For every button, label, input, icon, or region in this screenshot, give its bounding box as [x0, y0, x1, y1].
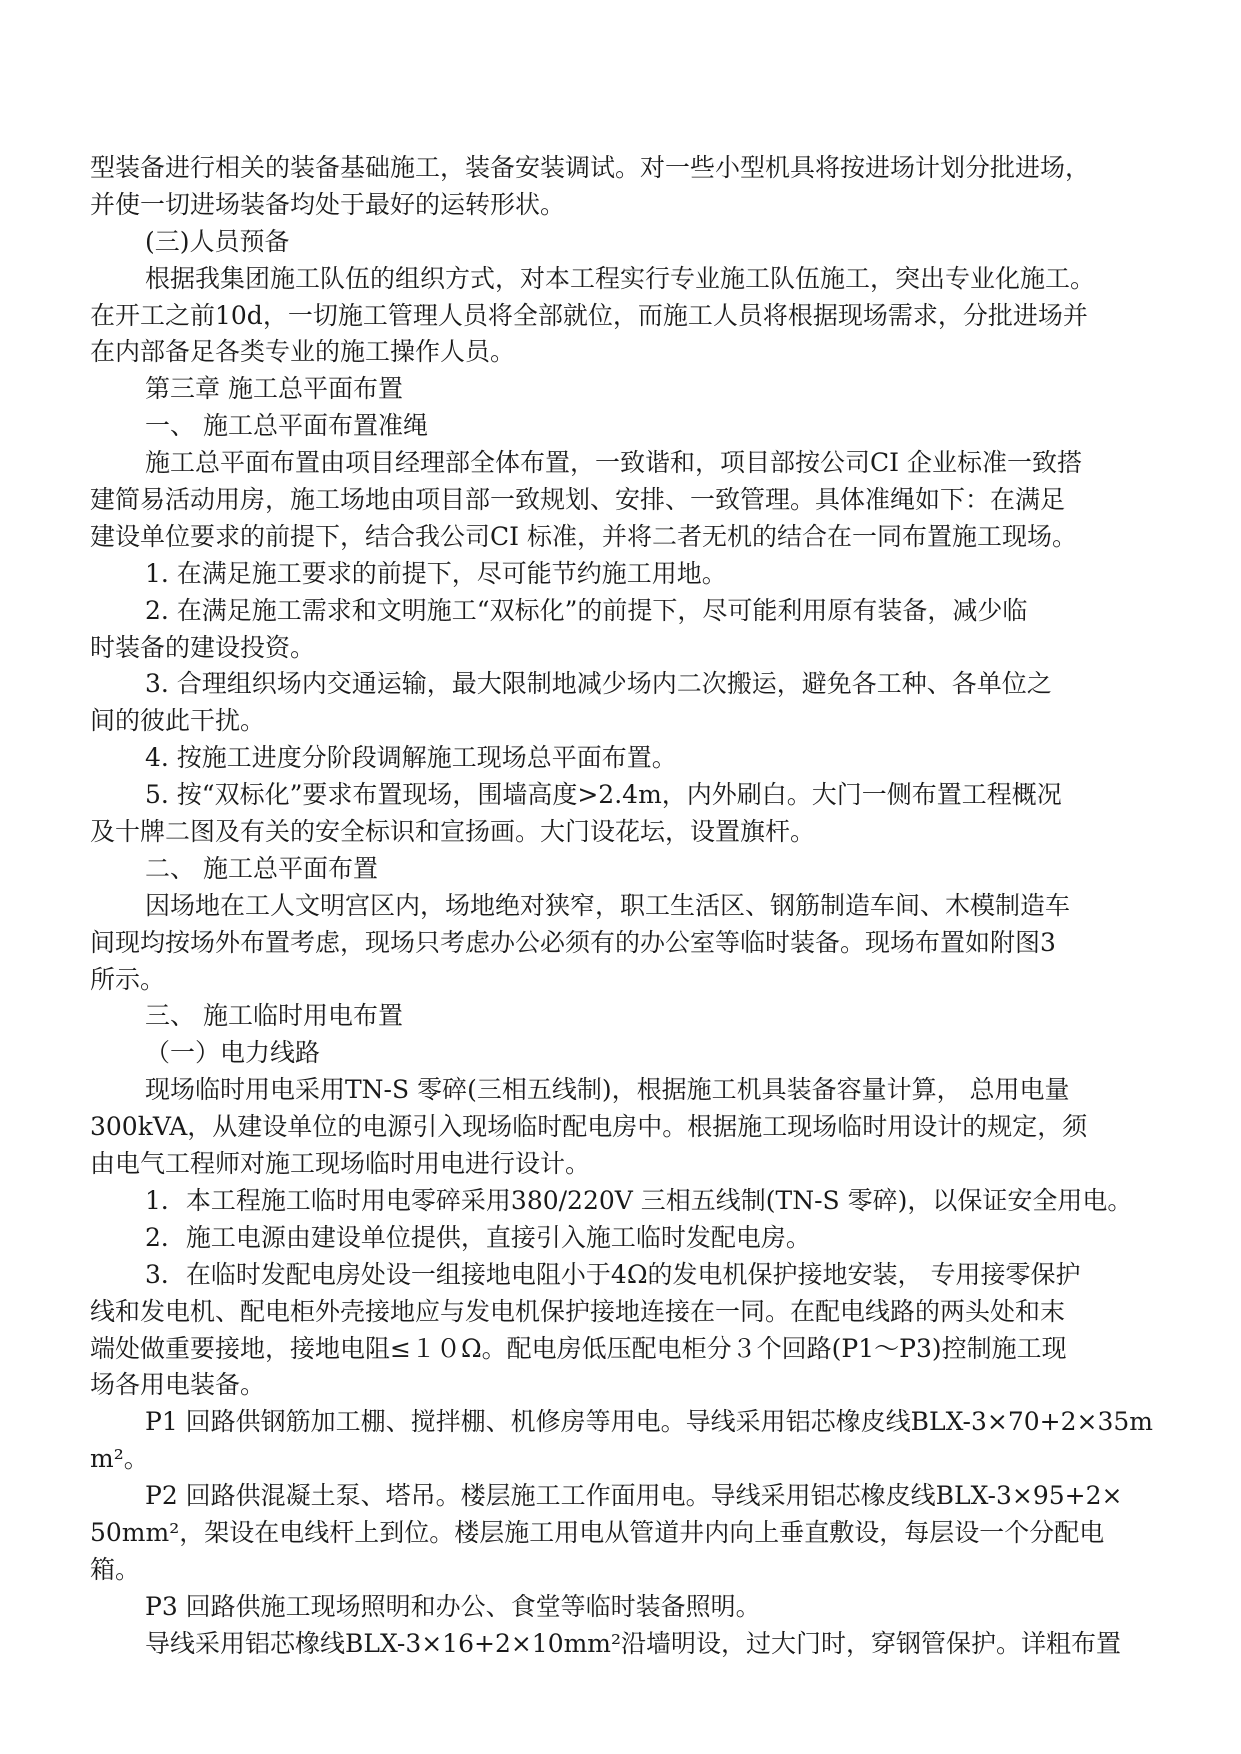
text-line: 2．施工电源由建设单位提供，直接引入施工临时发配电房。	[145, 1222, 811, 1252]
text-line: 第三章 施工总平面布置	[145, 374, 403, 404]
text-line: 时装备的建设投资。	[90, 632, 316, 662]
text-line: 300kVA，从建设单位的电源引入现场临时配电房中。根据施工现场临时用设计的规定，须	[90, 1112, 1088, 1142]
text-line: 在开工之前10d，一切施工管理人员将全部就位，而施工人员将根据现场需求，分批进场并	[90, 300, 1088, 330]
text-line: 3. 合理组织场内交通运输，最大限制地减少场内二次搬运，避免各工种、各单位之	[145, 669, 1052, 699]
text-line: P2 回路供混凝土泵、塔吊。楼层施工工作面用电。导线采用铝芯橡皮线BLX-3×95+2×	[145, 1481, 1123, 1511]
text-line: m²。	[90, 1444, 149, 1474]
text-line: 1. 在满足施工要求的前提下，尽可能节约施工用地。	[145, 558, 727, 588]
text-line: 建设单位要求的前提下，结合我公司CI 标准，并将二者无机的结合在一同布置施工现场。	[90, 521, 1077, 551]
text-line: (三)人员预备	[145, 226, 290, 256]
text-line: 在内部备足各类专业的施工操作人员。	[90, 337, 516, 367]
text-line: 二、 施工总平面布置	[145, 853, 378, 883]
text-line: （一）电力线路	[145, 1038, 321, 1068]
text-line: 三、 施工临时用电布置	[145, 1001, 403, 1031]
text-line: P3 回路供施工现场照明和办公、食堂等临时装备照明。	[145, 1591, 761, 1621]
text-line: 建简易活动用房，施工场地由项目部一致规划、安排、一致管理。具体准绳如下：在满足	[90, 485, 1066, 515]
text-line: 4. 按施工进度分阶段调解施工现场总平面布置。	[145, 743, 677, 773]
document-body	[90, 150, 1155, 1663]
text-line: 及十牌二图及有关的安全标识和宣扬画。大门设花坛，设置旗杆。	[90, 817, 816, 847]
text-line: 因场地在工人文明宫区内，场地绝对狭窄，职工生活区、钢筋制造车间、木模制造车	[145, 890, 1071, 920]
text-line: 端处做重要接地，接地电阻≤１０Ω。配电房低压配电柜分３个回路(P1～P3)控制施工现	[90, 1333, 1067, 1363]
text-line: 间现均按场外布置考虑，现场只考虑办公必须有的办公室等临时装备。现场布置如附图3	[90, 927, 1056, 957]
text-line: 2. 在满足施工需求和文明施工“双标化”的前提下，尽可能利用原有装备，减少临	[145, 595, 1028, 625]
text-line: 3．在临时发配电房处设一组接地电阻小于4Ω的发电机保护接地安装， 专用接零保护	[145, 1259, 1081, 1289]
text-line: 一、 施工总平面布置准绳	[145, 411, 428, 441]
text-line: P1 回路供钢筋加工棚、搅拌棚、机修房等用电。导线采用铝芯橡皮线BLX-3×70+2×35m	[145, 1407, 1153, 1437]
text-line: 施工总平面布置由项目经理部全体布置，一致谐和，项目部按公司CI 企业标准一致搭	[145, 448, 1082, 478]
text-line: 1．本工程施工临时用电零碎采用380/220V 三相五线制(TN-S 零碎)，以保证安全用电。	[145, 1185, 1133, 1215]
text-line: 箱。	[90, 1554, 141, 1584]
text-line: 5. 按“双标化”要求布置现场，围墙高度>2.4m，内外刷白。大门一侧布置工程概况	[145, 780, 1062, 810]
text-line: 现场临时用电采用TN-S 零碎(三相五线制)，根据施工机具装备容量计算， 总用电量	[145, 1075, 1070, 1105]
text-line: 所示。	[90, 964, 166, 994]
text-line: 场各用电装备。	[90, 1370, 266, 1400]
text-line: 导线采用铝芯橡线BLX-3×16+2×10mm²沿墙明设，过大门时，穿钢管保护。详粗布置	[145, 1628, 1122, 1658]
text-line: 间的彼此干扰。	[90, 706, 266, 736]
text-line: 并使一切进场装备均处于最好的运转形状。	[90, 189, 566, 219]
text-line: 线和发电机、配电柜外壳接地应与发电机保护接地连接在一同。在配电线路的两头处和末	[90, 1296, 1066, 1326]
text-line: 根据我集团施工队伍的组织方式，对本工程实行专业施工队伍施工，突出专业化施工。	[145, 263, 1096, 293]
text-line: 由电气工程师对施工现场临时用电进行设计。	[90, 1149, 591, 1179]
text-line: 型装备进行相关的装备基础施工，装备安装调试。对一些小型机具将按进场计划分批进场，	[90, 153, 1091, 182]
text-line: 50mm²，架设在电线杆上到位。楼层施工用电从管道井内向上垂直敷设，每层设一个分配电	[90, 1517, 1105, 1547]
